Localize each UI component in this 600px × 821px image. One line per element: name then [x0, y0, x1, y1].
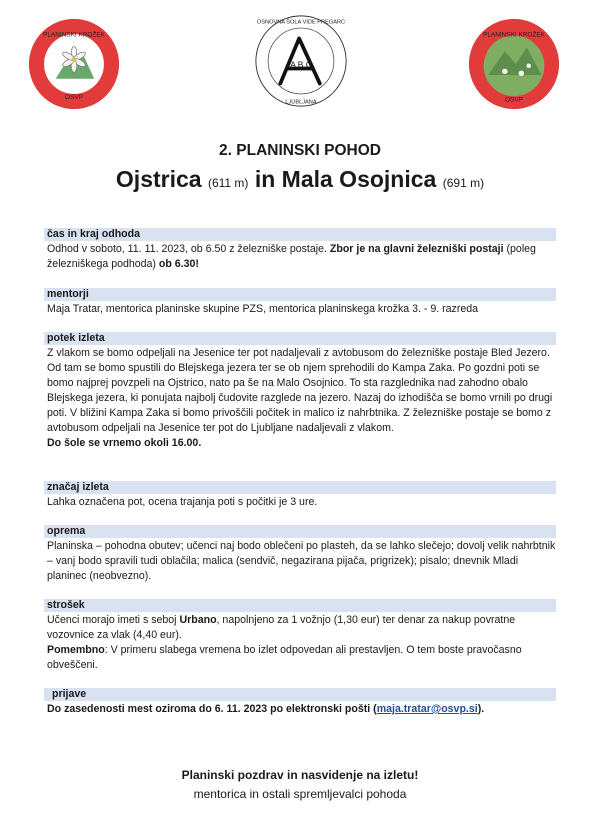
signup-text: Do zasedenosti mest oziroma do 6. 11. 2023 po elektronski pošti ( — [47, 703, 377, 715]
destination-2: Mala Osojnica — [281, 166, 437, 192]
logo-right-top-text: PLANINSKI KROŽEK — [483, 31, 545, 39]
return-time: Do šole se vrnemo okoli 16.00. — [47, 437, 202, 449]
cost-text: Učenci morajo imeti s seboj — [47, 614, 180, 626]
section-cost — [44, 599, 556, 673]
meeting-point-detail: (poleg železniškega podhoda) — [47, 243, 536, 270]
closing-greeting: Planinski pozdrav in nasvidenje na izletu! — [181, 768, 419, 782]
section-header: strošek — [44, 599, 556, 612]
section-trip-character — [44, 481, 556, 510]
section-header: oprema — [44, 525, 556, 538]
meeting-point: Zbor je na glavni železniški postaji — [329, 243, 504, 255]
club-logo-right — [468, 18, 560, 110]
section-body — [44, 241, 556, 272]
logo-right-bottom-text: OSVP — [505, 96, 523, 104]
logo-left-bottom-text: OSVP — [65, 93, 83, 101]
section-header: potek izleta — [44, 332, 556, 345]
section-header: prijave — [44, 688, 556, 701]
school-logo-bottom-text: LJUBLJANA — [285, 99, 317, 106]
club-logo-left — [28, 18, 120, 110]
section-header: mentorji — [44, 288, 556, 301]
section-mentors — [44, 288, 556, 317]
school-logo-letters: A B C — [290, 59, 312, 70]
school-logo — [254, 14, 348, 108]
section-body: Lahka označena pot, ocena trajanja poti s počitki je 3 ure. — [47, 496, 318, 508]
cost-card: Urbano — [179, 614, 217, 626]
section-body: Maja Tratar, mentorica planinske skupine PZS, mentorica planinskega krožka 3. - 9. razreda — [47, 303, 479, 315]
section-signup — [44, 688, 556, 717]
signup-text-end: ). — [477, 703, 485, 715]
section-route — [44, 332, 556, 451]
destination-1-height: (611 m) — [207, 176, 249, 190]
section-header: čas in kraj odhoda — [44, 228, 556, 241]
section-departure — [44, 228, 556, 272]
logo-left-top-text: PLANINSKI KROŽEK — [43, 31, 105, 39]
note-text: : V primeru slabega vremena bo izlet odpovedan ali prestavljen. O tem boste pravočasno obveščeni. — [47, 644, 522, 671]
section-body: Planinska – pohodna obutev; učenci naj bodo oblečeni po plasteh, da se lahko slečejo; dovolj velik nahrbtnik – vanj bodo spravili tudi oblačila; malica (sendvič, negazirana pijača, prigrizek); pisalo; dnevnik Mladi planinec (neobvezno). — [47, 540, 556, 582]
section-header: značaj izleta — [44, 481, 556, 494]
note-label: Pomembno — [47, 644, 105, 656]
departure-text: Odhod v soboto, 11. 11. 2023, ob 6.50 z železniške postaje. — [47, 243, 330, 255]
cost-detail: , napolnjeno za 1 vožnjo (1,30 eur) ter denar za nakup povratne vozovnice za vlak (4,40 eur). — [47, 614, 516, 641]
page-title: 2. PLANINSKI POHOD — [219, 142, 381, 159]
section-body — [44, 701, 556, 717]
email-link[interactable]: maja.tratar@osvp.si — [376, 703, 478, 715]
page-subtitle — [0, 166, 600, 193]
closing-signature: mentorica in ostali spremljevalci pohoda — [193, 787, 407, 801]
section-body — [44, 345, 556, 451]
school-logo-ring-text: OSNOVNA ŠOLA VIDE PREGARC — [256, 19, 346, 26]
subtitle-conjunction: in — [254, 166, 276, 192]
destination-1: Ojstrica — [115, 166, 202, 192]
destination-2-height: (691 m) — [442, 176, 485, 190]
section-body — [44, 612, 556, 673]
section-equipment — [44, 525, 556, 584]
route-description: Z vlakom se bomo odpeljali na Jesenice ter pot nadaljevali z avtobusom do železniške postaje Bled Jezero. Od tam se bomo spustili do Blejskega jezera ter se ob njem sprehodili do Kampa Zaka. Po gozdni poti se bomo najprej povzpeli na Ojstrico, nato pa še na Malo Osojnico. To sta razglednika nad zahodno obalo Blejskega jezera, ki ponujata najbolj čudovite razglede na jezero. Nazaj do izhodišča se bomo vrnili po drugi poti. V bližini Kampa Zaka si bomo privoščili počitek in malico iz nahrbtnika. Z železniške postaje se bomo z avtobusom odpeljali na Jesenice ter pot do Ljubljane nadaljevali z vlakom. — [47, 347, 553, 434]
meeting-time: ob 6.30! — [158, 258, 199, 270]
